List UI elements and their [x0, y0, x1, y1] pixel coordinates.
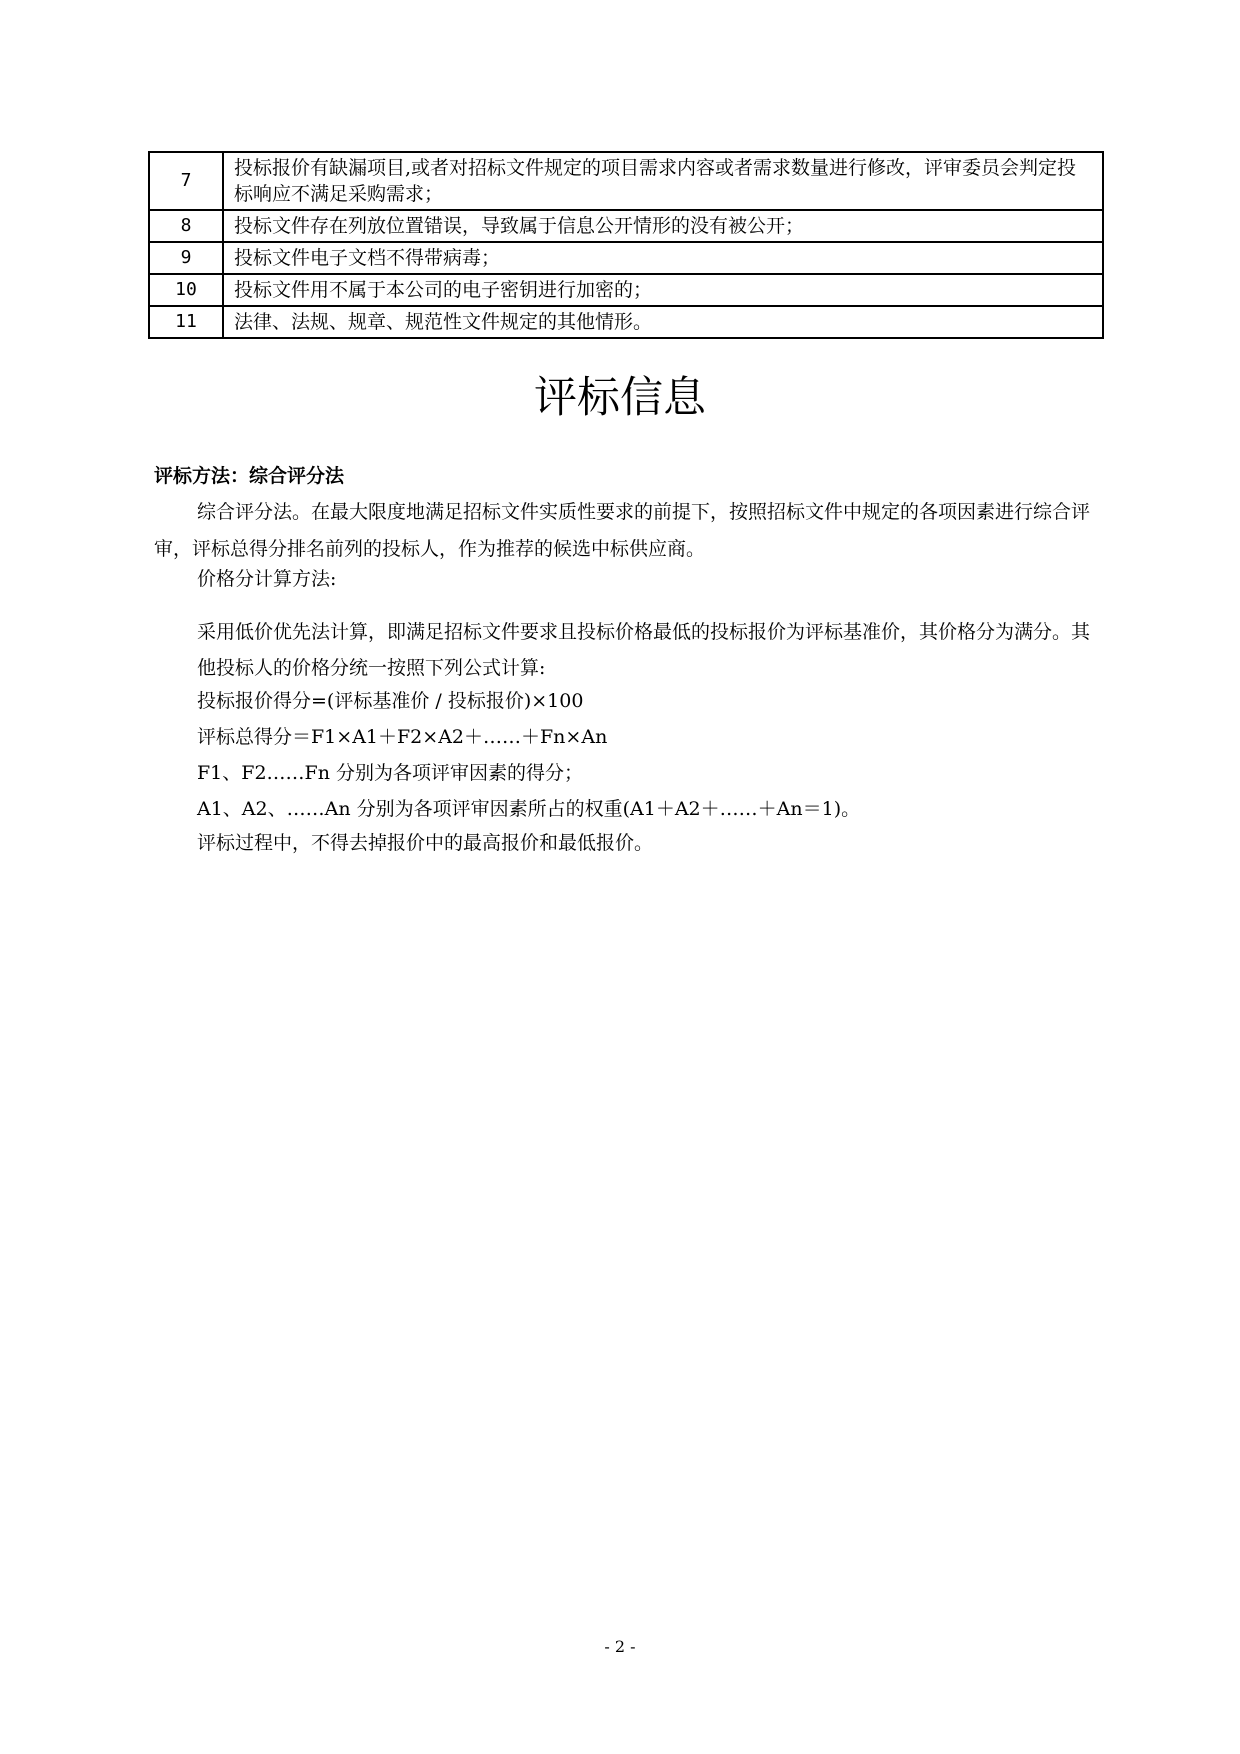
row-number: 11: [149, 306, 223, 338]
table-row: [149, 210, 1103, 242]
total-formula: 评标总得分＝F1×A1＋F2×A2＋……＋Fn×An: [197, 726, 608, 748]
row-number: 7: [149, 152, 223, 210]
row-number: 8: [149, 210, 223, 242]
evaluation-method-label: 评标方法：综合评分法: [154, 465, 345, 487]
table-row: [149, 152, 1103, 210]
row-text: 投标文件用不属于本公司的电子密钥进行加密的；: [223, 274, 1103, 306]
price-formula: 投标报价得分=(评标基准价 / 投标报价)×100: [197, 690, 584, 712]
calculation-block: [197, 614, 1097, 686]
disqualification-table: [148, 151, 1104, 339]
row-text: 法律、法规、规章、规范性文件规定的其他情形。: [223, 306, 1103, 338]
row-text: 投标文件存在列放位置错误，导致属于信息公开情形的没有被公开；: [223, 210, 1103, 242]
intro-paragraph: 综合评分法。在最大限度地满足招标文件实质性要求的前提下，按照招标文件中规定的各项因素进行综合评审，评标总得分排名前列的投标人，作为推荐的候选中标供应商。: [154, 501, 1091, 560]
page-number: - 2 -: [604, 1637, 636, 1656]
calc-intro-paragraph: 采用低价优先法计算，即满足招标文件要求且投标价格最低的投标报价为评标基准价，其价格分为满分。其他投标人的价格分统一按照下列公式计算:: [197, 621, 1091, 679]
table-row: [149, 242, 1103, 274]
row-number: 9: [149, 242, 223, 274]
row-number: 10: [149, 274, 223, 306]
evaluation-note: 评标过程中，不得去掉报价中的最高报价和最低报价。: [197, 832, 654, 854]
table-row: [149, 306, 1103, 338]
f-explanation: F1、F2……Fn 分别为各项评审因素的得分；: [197, 762, 584, 784]
table-row: [149, 274, 1103, 306]
row-text: 投标文件电子文档不得带病毒；: [223, 242, 1103, 274]
price-method-label: 价格分计算方法:: [197, 568, 337, 590]
section-title: 评标信息: [534, 373, 706, 423]
row-text: 投标报价有缺漏项目,或者对招标文件规定的项目需求内容或者需求数量进行修改，评审委员会判定投标响应不满足采购需求；: [223, 152, 1103, 210]
a-explanation: A1、A2、……An 分别为各项评审因素所占的权重(A1＋A2＋……＋An＝1)。: [197, 798, 861, 820]
